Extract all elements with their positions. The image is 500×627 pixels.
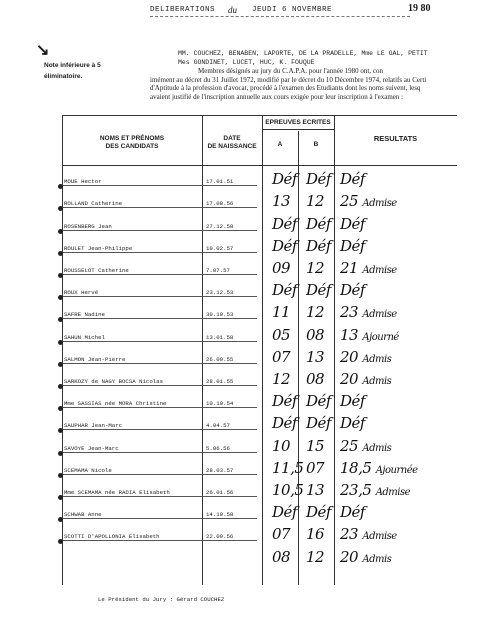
intro-line: d'Aptitude à la profession d'avocat, procédé à l'examen des Etudiants dont les noms suivent, lesq	[150, 84, 421, 93]
written-header-rule	[262, 129, 334, 130]
result-total: 23,5	[340, 480, 372, 499]
candidate-name: SCOTTI D'APOLLONIA Elisabeth	[64, 533, 160, 541]
name-rule	[62, 540, 257, 541]
result	[340, 459, 418, 477]
result-total: Déf	[340, 170, 365, 189]
table-row	[62, 456, 457, 478]
signature-line: Le Président du Jury : Gérard COUCHEZ	[98, 596, 225, 603]
birth-date: 10.10.54	[206, 400, 234, 408]
intro-line: Membres désignés au jury du C.A.P.A. pour l'année 1980 ont, con	[198, 67, 383, 76]
candidate-name: SCEMAMA Nicole	[64, 466, 112, 474]
header-divider	[150, 16, 410, 17]
candidate-name: SALMON Jean-Pierre	[64, 355, 126, 363]
name-rule	[62, 385, 257, 386]
result-decision: Admise	[362, 198, 397, 210]
result-total: 25	[340, 436, 359, 455]
birth-date: 28.01.55	[206, 377, 234, 385]
name-rule	[62, 230, 257, 231]
col-header-a: A	[277, 141, 283, 148]
result-total: 23	[340, 525, 359, 544]
score-a: 13	[272, 192, 291, 211]
table-row	[62, 544, 457, 566]
score-a: Déf	[272, 281, 297, 300]
result-decision: Admise	[362, 531, 397, 543]
score-b: 16	[306, 525, 325, 544]
score-a: Déf	[272, 414, 297, 433]
birth-date: 13.01.58	[206, 333, 234, 341]
col-header-b: B	[313, 141, 319, 148]
candidate-name: SAVOYE Jean-Marc	[64, 444, 119, 452]
result-total: 20	[340, 347, 359, 366]
score-a: 09	[272, 258, 291, 277]
birth-date: 22.09.56	[206, 533, 234, 541]
name-rule	[62, 318, 257, 319]
score-b: 12	[306, 303, 325, 322]
score-b: Déf	[306, 236, 331, 255]
result-decision: Admise	[362, 264, 397, 276]
name-rule	[62, 185, 257, 186]
result-total: Déf	[340, 414, 365, 433]
birth-date: 23.12.53	[206, 289, 234, 297]
score-a: Déf	[272, 214, 297, 233]
result	[340, 548, 391, 566]
table-row	[62, 278, 457, 300]
result	[340, 259, 397, 277]
header-title: DELIBERATIONS	[150, 6, 216, 14]
margin-arrow-icon: ↘	[36, 42, 50, 59]
score-a: 05	[272, 325, 291, 344]
candidate-name: ROUX Hervé	[64, 289, 99, 297]
result	[340, 392, 365, 410]
candidate-name: SARKOZY de NAGY BOCSA Nicolas	[64, 377, 163, 385]
col-header-names	[62, 135, 202, 151]
result-decision: Admis	[362, 442, 392, 454]
table-row	[62, 167, 457, 189]
table-row	[62, 389, 457, 411]
score-b: 07	[306, 458, 325, 477]
margin-note	[44, 60, 130, 82]
result	[340, 414, 365, 432]
col-header-date-line2: DE NAISSANCE	[207, 143, 257, 150]
score-b: 12	[306, 258, 325, 277]
result-total: 18,5	[340, 458, 372, 477]
result-decision: Ajournée	[375, 464, 418, 476]
col-header-results: RESULTATS	[373, 134, 418, 143]
intro-line: Mes GONDINET, LUCET, HUC, K. FOUQUE	[178, 58, 315, 66]
table-row	[62, 322, 457, 344]
table-row	[62, 478, 457, 500]
intro-line: avaient justifié de l'inscription annuelle aux cours exigée pour leur inscription à l'examen :	[150, 92, 404, 101]
score-a: 07	[272, 347, 291, 366]
col-header-written: EPREUVES ECRITES	[265, 119, 331, 126]
table-top-border	[62, 115, 457, 116]
score-a: Déf	[272, 503, 297, 522]
score-a: 10,5	[272, 480, 304, 499]
name-rule	[62, 407, 257, 408]
table-row	[62, 345, 457, 367]
result-total: 20	[340, 369, 359, 388]
candidate-name: SCHWAB Anne	[64, 511, 102, 519]
score-b: Déf	[306, 392, 331, 411]
result-total: 25	[340, 192, 359, 211]
candidate-name: MOUE Hector	[64, 178, 102, 186]
result	[340, 192, 397, 210]
col-header-names-line1: NOMS ET PRÉNOMS	[99, 135, 165, 142]
header-date: JEUDI 6 NOVEMBRE	[252, 6, 333, 14]
result	[340, 170, 365, 188]
intro-line: imément au décret du 31 Juillet 1972, modifié par le décret du 10 Décembre 1974, relatifs au Certi	[150, 75, 427, 84]
result	[340, 481, 410, 499]
table-row	[62, 256, 457, 278]
score-b: Déf	[306, 214, 331, 233]
table-row	[62, 522, 457, 544]
score-a: 08	[272, 547, 291, 566]
result	[340, 525, 397, 543]
result-decision: Admise	[375, 486, 411, 498]
result	[340, 303, 397, 321]
result	[340, 437, 391, 455]
score-a: 12	[272, 369, 291, 388]
result-total: 23	[340, 303, 359, 322]
candidate-name: ROUSSELOT Catherine	[64, 266, 129, 274]
name-rule	[62, 429, 257, 430]
score-b: 13	[306, 480, 325, 499]
table-row	[62, 411, 457, 433]
result-decision: Ajourné	[362, 331, 399, 343]
candidate-name: ROLLAND Catherine	[64, 200, 123, 208]
result	[340, 237, 365, 255]
result	[340, 503, 365, 521]
header-bottom-border	[62, 165, 457, 166]
score-a: Déf	[272, 236, 297, 255]
margin-note-line1: Note inférieure à 5	[44, 62, 101, 69]
result	[340, 326, 399, 344]
result-decision: Admise	[362, 309, 397, 321]
candidate-name: Mme SCEMAMA née RADIA Elisabeth	[64, 488, 170, 496]
result-decision: Admis	[362, 553, 392, 565]
result-total: Déf	[340, 281, 365, 300]
score-b: Déf	[306, 281, 331, 300]
result-total: Déf	[340, 236, 365, 255]
header-du: du	[228, 5, 237, 15]
score-a: 11,5	[272, 458, 304, 477]
score-b: Déf	[306, 170, 331, 189]
birth-date: 7.07.57	[206, 266, 230, 274]
col-header-date-line1: DATE	[223, 135, 241, 142]
score-a: 07	[272, 525, 291, 544]
candidate-name: SAUPHAR Jean-Marc	[64, 422, 123, 430]
result	[340, 348, 391, 366]
intro-paragraph	[150, 50, 445, 102]
score-a: 10	[272, 436, 291, 455]
result-total: Déf	[340, 503, 365, 522]
name-rule	[62, 518, 257, 519]
score-b: Déf	[306, 414, 331, 433]
birth-date: 17.08.56	[206, 200, 234, 208]
result	[340, 215, 365, 233]
result-decision: Admis	[362, 375, 392, 387]
birth-date: 14.10.58	[206, 511, 234, 519]
birth-date: 27.12.58	[206, 222, 234, 230]
result-total: Déf	[340, 214, 365, 233]
col-header-names-line2: DES CANDIDATS	[105, 143, 159, 150]
name-rule	[62, 341, 257, 342]
score-b: 12	[306, 547, 325, 566]
name-rule	[62, 207, 257, 208]
score-b: Déf	[306, 503, 331, 522]
table-row	[62, 189, 457, 211]
result-total: 21	[340, 258, 359, 277]
birth-date: 10.02.57	[206, 244, 234, 252]
result-total: 20	[340, 547, 359, 566]
score-b: 08	[306, 325, 325, 344]
table-row	[62, 234, 457, 256]
margin-note-line2: éliminatoire.	[44, 73, 83, 80]
col-header-date	[202, 135, 262, 151]
result	[340, 281, 365, 299]
birth-date: 26.09.55	[206, 355, 234, 363]
candidate-name: ROULET Jean-Philippe	[64, 244, 133, 252]
score-a: Déf	[272, 392, 297, 411]
intro-line: MM. COUCHEZ, BENABEN, LAPORTE, DE LA PRADELLE, Mme LE GAL, PETIT	[178, 50, 428, 57]
result-total: 13	[340, 325, 359, 344]
score-a: Déf	[272, 170, 297, 189]
table-row	[62, 211, 457, 233]
score-b: 15	[306, 436, 325, 455]
name-rule	[62, 363, 257, 364]
name-rule	[62, 274, 257, 275]
name-rule	[62, 252, 257, 253]
score-b: 13	[306, 347, 325, 366]
birth-date: 5.06.56	[206, 444, 230, 452]
name-rule	[62, 296, 257, 297]
score-b: 08	[306, 369, 325, 388]
birth-date: 30.10.53	[206, 311, 234, 319]
name-rule	[62, 452, 257, 453]
score-b: 12	[306, 192, 325, 211]
birth-date: 4.04.57	[206, 422, 230, 430]
name-rule	[62, 474, 257, 475]
table-row	[62, 367, 457, 389]
candidate-name: SAFRE Nadine	[64, 311, 105, 319]
birth-date: 17.01.51	[206, 178, 234, 186]
candidate-name: ROSENBERG Jean	[64, 222, 112, 230]
header-year: 19 80	[408, 3, 431, 14]
result-total: Déf	[340, 392, 365, 411]
candidate-name: SAHUN Michel	[64, 333, 105, 341]
name-rule	[62, 496, 257, 497]
birth-date: 28.03.57	[206, 466, 234, 474]
table-row	[62, 300, 457, 322]
score-a: 11	[272, 303, 291, 322]
birth-date: 26.01.56	[206, 488, 234, 496]
result	[340, 370, 391, 388]
table-row	[62, 433, 457, 455]
result-decision: Admis	[362, 353, 392, 365]
table-row	[62, 500, 457, 522]
results-table	[62, 115, 457, 585]
candidate-name: Mme SASSIAS née MORA Christine	[64, 400, 167, 408]
